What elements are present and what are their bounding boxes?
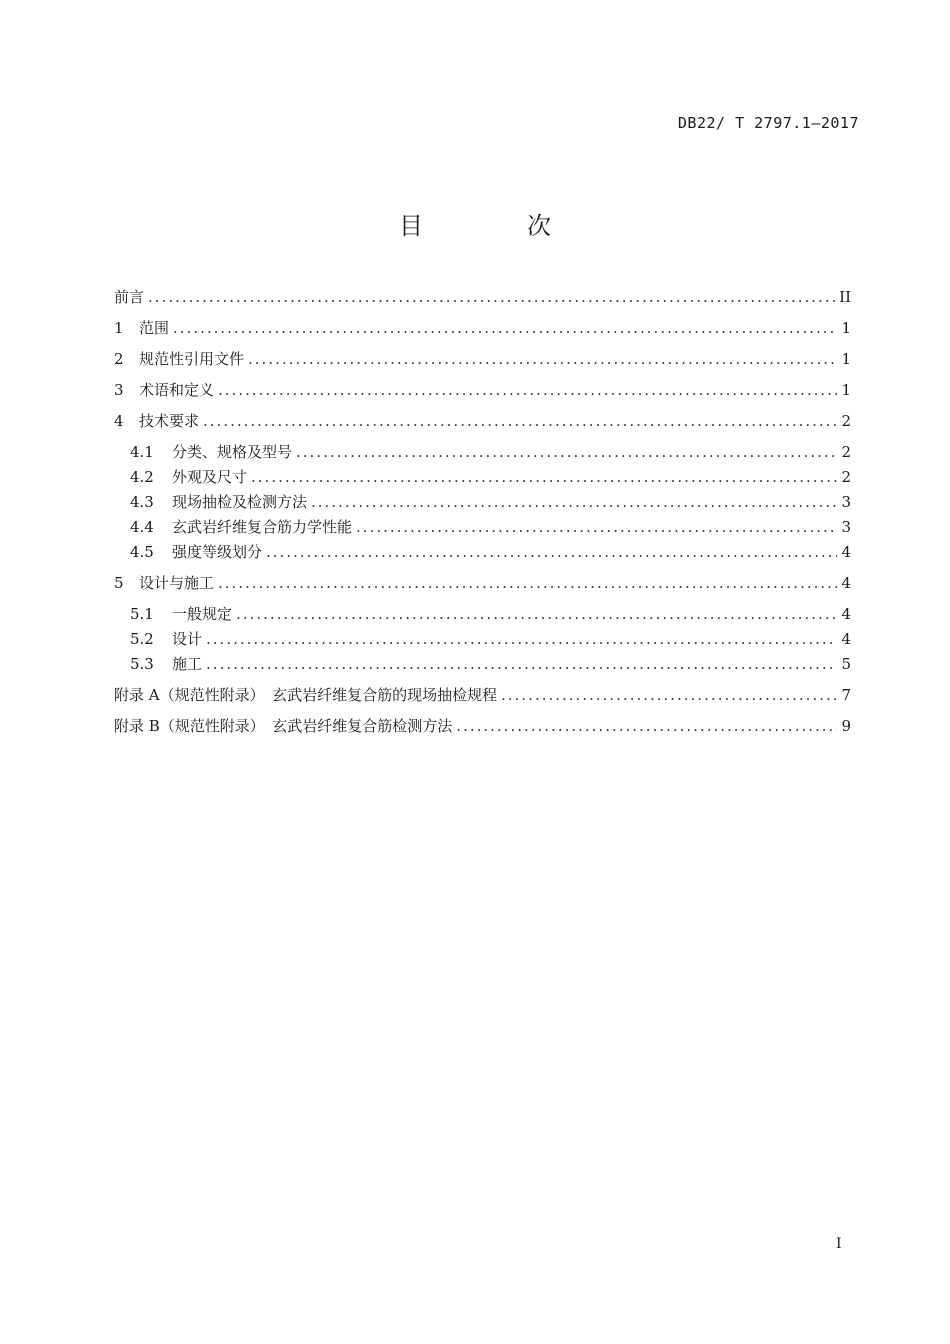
toc-entry-number: 4.2	[130, 468, 154, 486]
toc-entry-label: 前言	[114, 288, 145, 306]
toc-entry-number: 2	[114, 350, 124, 368]
toc-page-number: 4	[841, 630, 851, 648]
toc-entry-number: 4.1	[130, 443, 154, 461]
toc-page-number: 2	[841, 443, 851, 461]
toc-entry-2[interactable]	[114, 348, 851, 379]
toc-entry-label: 4.5 强度等级划分	[130, 543, 263, 561]
toc-page-number: 7	[841, 686, 851, 704]
dot-leader	[251, 466, 837, 488]
toc-entry-label: 附录 A（规范性附录） 玄武岩纤维复合筋的现场抽检规程	[114, 686, 498, 704]
toc-entry-number: 3	[114, 381, 124, 399]
toc-page-number: 1	[841, 381, 851, 399]
toc-entry-number: 4.4	[130, 518, 154, 536]
toc-page-number: 9	[841, 717, 851, 735]
toc-page-number: 4	[841, 574, 851, 592]
toc-entry-4-4[interactable]	[114, 516, 851, 541]
dot-leader	[206, 653, 837, 675]
toc-entry-number: 5.1	[130, 605, 154, 623]
toc-entry-4-5[interactable]	[114, 541, 851, 566]
dot-leader	[296, 441, 837, 463]
dot-leader	[173, 317, 837, 339]
dot-leader	[218, 379, 837, 401]
dot-leader	[218, 572, 837, 594]
page-number: I	[836, 1236, 842, 1252]
toc-entry-label: 2 规范性引用文件	[114, 350, 245, 368]
dot-leader	[311, 491, 837, 513]
toc-entry-4-1[interactable]	[114, 441, 851, 466]
toc-entry-label: 5 设计与施工	[114, 574, 215, 592]
toc-page-number: 1	[841, 350, 851, 368]
dot-leader	[266, 541, 837, 563]
table-of-contents	[114, 286, 851, 746]
toc-entry-number: 5.2	[130, 630, 154, 648]
dot-leader	[236, 603, 837, 625]
dot-leader	[501, 684, 837, 706]
toc-entry-number: 1	[114, 319, 124, 337]
dot-leader	[203, 410, 837, 432]
toc-entry-label: 附录 B（规范性附录） 玄武岩纤维复合筋检测方法	[114, 717, 453, 735]
toc-entry-number: 4	[114, 412, 124, 430]
toc-entry-label: 3 术语和定义	[114, 381, 215, 399]
toc-entry-5[interactable]	[114, 572, 851, 603]
toc-entry-number: 4.5	[130, 543, 154, 561]
toc-entry-label: 5.2 设计	[130, 630, 203, 648]
toc-entry-appendix-a[interactable]	[114, 684, 851, 715]
toc-page-number: 2	[841, 412, 851, 430]
toc-entry-number: 4.3	[130, 493, 154, 511]
toc-title: 目 次	[399, 212, 591, 240]
toc-entry-3[interactable]	[114, 379, 851, 410]
document-code: DB22/ T 2797.1—2017	[677, 114, 859, 132]
toc-entry-5-2[interactable]	[114, 628, 851, 653]
dot-leader	[148, 286, 835, 308]
toc-entry-5-1[interactable]	[114, 603, 851, 628]
toc-entry-1[interactable]	[114, 317, 851, 348]
dot-leader	[206, 628, 837, 650]
dot-leader	[456, 715, 837, 737]
toc-entry-label: 5.3 施工	[130, 655, 203, 673]
dot-leader	[248, 348, 837, 370]
toc-page-number: 2	[841, 468, 851, 486]
toc-entry-4-3[interactable]	[114, 491, 851, 516]
toc-entry-4[interactable]	[114, 410, 851, 441]
toc-entry-label: 4.4 玄武岩纤维复合筋力学性能	[130, 518, 353, 536]
toc-page-number: 3	[841, 518, 851, 536]
toc-entry-5-3[interactable]	[114, 653, 851, 678]
toc-entry-label: 4 技术要求	[114, 412, 200, 430]
toc-entry-label: 4.2 外观及尺寸	[130, 468, 248, 486]
toc-entry-number: 5	[114, 574, 124, 592]
toc-entry-label: 4.1 分类、规格及型号	[130, 443, 293, 461]
toc-entry-foreword[interactable]	[114, 286, 851, 317]
toc-entry-label: 5.1 一般规定	[130, 605, 233, 623]
toc-entry-number: 5.3	[130, 655, 154, 673]
toc-page-number: 1	[841, 319, 851, 337]
dot-leader	[356, 516, 837, 538]
toc-page-number: 4	[841, 543, 851, 561]
toc-entry-label: 1 范围	[114, 319, 170, 337]
toc-page-number: 3	[841, 493, 851, 511]
toc-page-number: II	[839, 288, 851, 306]
toc-entry-appendix-b[interactable]	[114, 715, 851, 746]
toc-entry-4-2[interactable]	[114, 466, 851, 491]
toc-page-number: 5	[841, 655, 851, 673]
toc-page-number: 4	[841, 605, 851, 623]
toc-entry-label: 4.3 现场抽检及检测方法	[130, 493, 308, 511]
